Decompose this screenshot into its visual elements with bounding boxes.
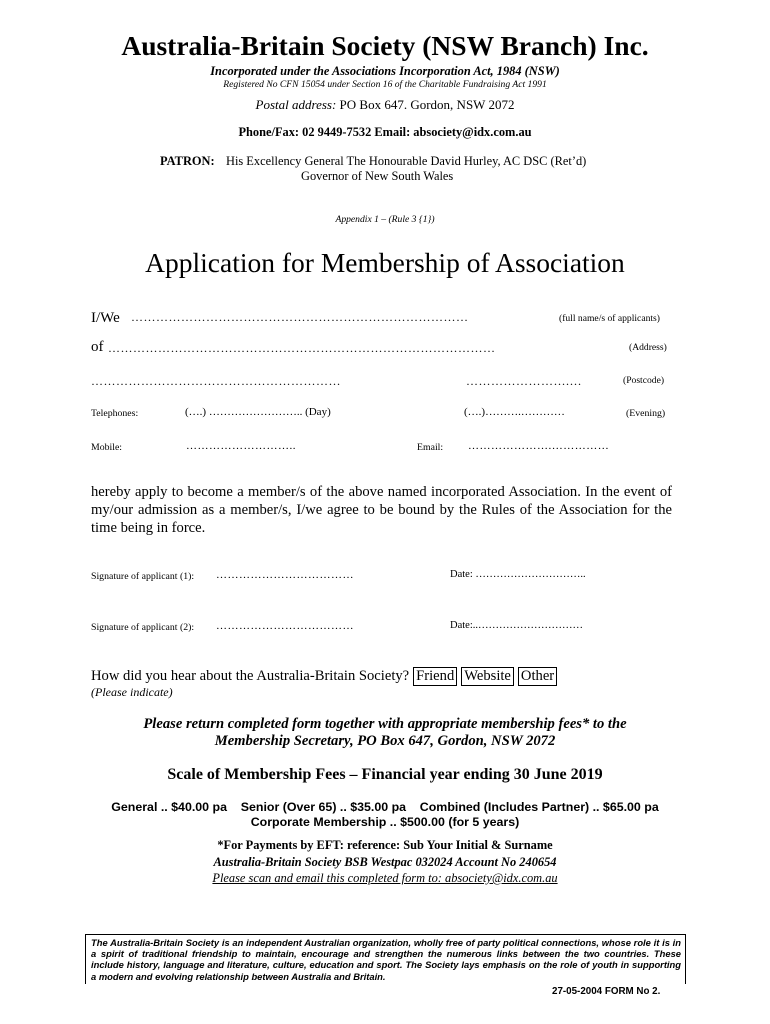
contact-line: Phone/Fax: 02 9449-7532 Email: absociety@idx.com.au bbox=[238, 125, 532, 139]
eft-reference: *For Payments by EFT: reference: Sub Your Initial & Surname bbox=[217, 838, 553, 852]
postcode-field[interactable]: …………………….… bbox=[466, 374, 582, 388]
of-label: of bbox=[91, 339, 104, 355]
hear-question-row bbox=[91, 667, 557, 686]
signature1-field[interactable]: ……………………………… bbox=[216, 569, 354, 581]
address-hint: (Address) bbox=[629, 342, 667, 353]
signature2-field[interactable]: ……………………………… bbox=[216, 620, 354, 632]
option-website[interactable]: Website bbox=[461, 667, 514, 686]
page-title: Application for Membership of Association bbox=[145, 247, 625, 278]
bank-details: Australia-Britain Society BSB Westpac 032024 Account No 240654 bbox=[213, 855, 557, 869]
mobile-field[interactable]: ……………………….. bbox=[186, 440, 296, 452]
evening-phone-field[interactable]: (….)……….………… bbox=[464, 406, 565, 418]
address-line2-field[interactable]: …………………………………………………… bbox=[91, 374, 341, 388]
evening-hint: (Evening) bbox=[626, 408, 666, 419]
patron-label: PATRON: bbox=[160, 154, 215, 168]
registration-note: Registered No CFN 15054 under Section 16 of the Charitable Fundraising Act 1991 bbox=[223, 79, 547, 90]
iwe-label: I/We bbox=[91, 310, 120, 326]
day-phone-field[interactable]: (….) …………………….. (Day) bbox=[185, 406, 331, 418]
option-other[interactable]: Other bbox=[518, 667, 557, 686]
scan-email-note: Please scan and email this completed form to: absociety@idx.com.au bbox=[212, 871, 558, 885]
email-field[interactable]: ………………….…………… bbox=[468, 440, 610, 452]
full-name-field[interactable]: ……………………………………………………………………… bbox=[131, 310, 469, 324]
address-field[interactable]: ………………………………………………………………………………… bbox=[108, 341, 496, 355]
signature2-label: Signature of applicant (2): bbox=[91, 622, 195, 633]
email-label: Email: bbox=[417, 442, 444, 453]
fees-line2: Corporate Membership .. $500.00 (for 5 years) bbox=[250, 815, 520, 829]
postal-label: Postal address: bbox=[255, 97, 337, 112]
mobile-label: Mobile: bbox=[91, 442, 123, 453]
postal-value: PO Box 647. Gordon, NSW 2072 bbox=[339, 97, 515, 112]
return-notice-line2: Membership Secretary, PO Box 647, Gordon, NSW 2072 bbox=[214, 733, 556, 749]
date2-field[interactable]: Date:..………………………… bbox=[450, 620, 583, 631]
patron-line1: His Excellency General The Honourable David Hurley, AC DSC (Ret’d) bbox=[226, 154, 587, 168]
fees-heading: Scale of Membership Fees – Financial year ending 30 June 2019 bbox=[167, 766, 603, 783]
postcode-hint: (Postcode) bbox=[623, 375, 665, 386]
fees-line1: General .. $40.00 pa Senior (Over 65) .. $35.00 pa Combined (Includes Partner) .. $65.00 pa bbox=[111, 800, 659, 814]
patron-line2: Governor of New South Wales bbox=[301, 169, 454, 183]
full-name-hint: (full name/s of applicants) bbox=[559, 313, 660, 324]
return-notice-line1: Please return completed form together with appropriate membership fees* to the bbox=[143, 716, 627, 732]
society-description: The Australia-Britain Society is an independent Australian organization, wholly free of party political connections, whose role it is in a spirit of traditional friendship to maintain, encourage and strengthen the numerous links between the two countries. These include history, language and literature, culture, education and sport. The Society lays emphasis on the role of youth in supporting a modern and evolving relationship between Australia and Britain. bbox=[85, 934, 686, 984]
org-name: Australia-Britain Society (NSW Branch) Inc. bbox=[121, 30, 649, 61]
incorporation-note: Incorporated under the Associations Incorporation Act, 1984 (NSW) bbox=[210, 64, 560, 78]
date1-field[interactable]: Date: ………………………….. bbox=[450, 569, 586, 580]
telephones-label: Telephones: bbox=[91, 408, 139, 419]
form-id: 27-05-2004 FORM No 2. bbox=[552, 986, 661, 997]
hear-hint: (Please indicate) bbox=[91, 685, 173, 699]
appendix-ref: Appendix 1 – (Rule 3 {1}) bbox=[335, 214, 435, 225]
option-friend[interactable]: Friend bbox=[413, 667, 457, 686]
declaration-text: hereby apply to become a member/s of the above named incorporated Association. In the event of my/our admission as a member/s, I/we agree to be bound by the Rules of the Association for the time being in force. bbox=[91, 484, 672, 536]
signature1-label: Signature of applicant (1): bbox=[91, 571, 195, 582]
hear-question: How did you hear about the Australia-Britain Society? bbox=[91, 668, 410, 684]
postal-address bbox=[0, 97, 770, 113]
